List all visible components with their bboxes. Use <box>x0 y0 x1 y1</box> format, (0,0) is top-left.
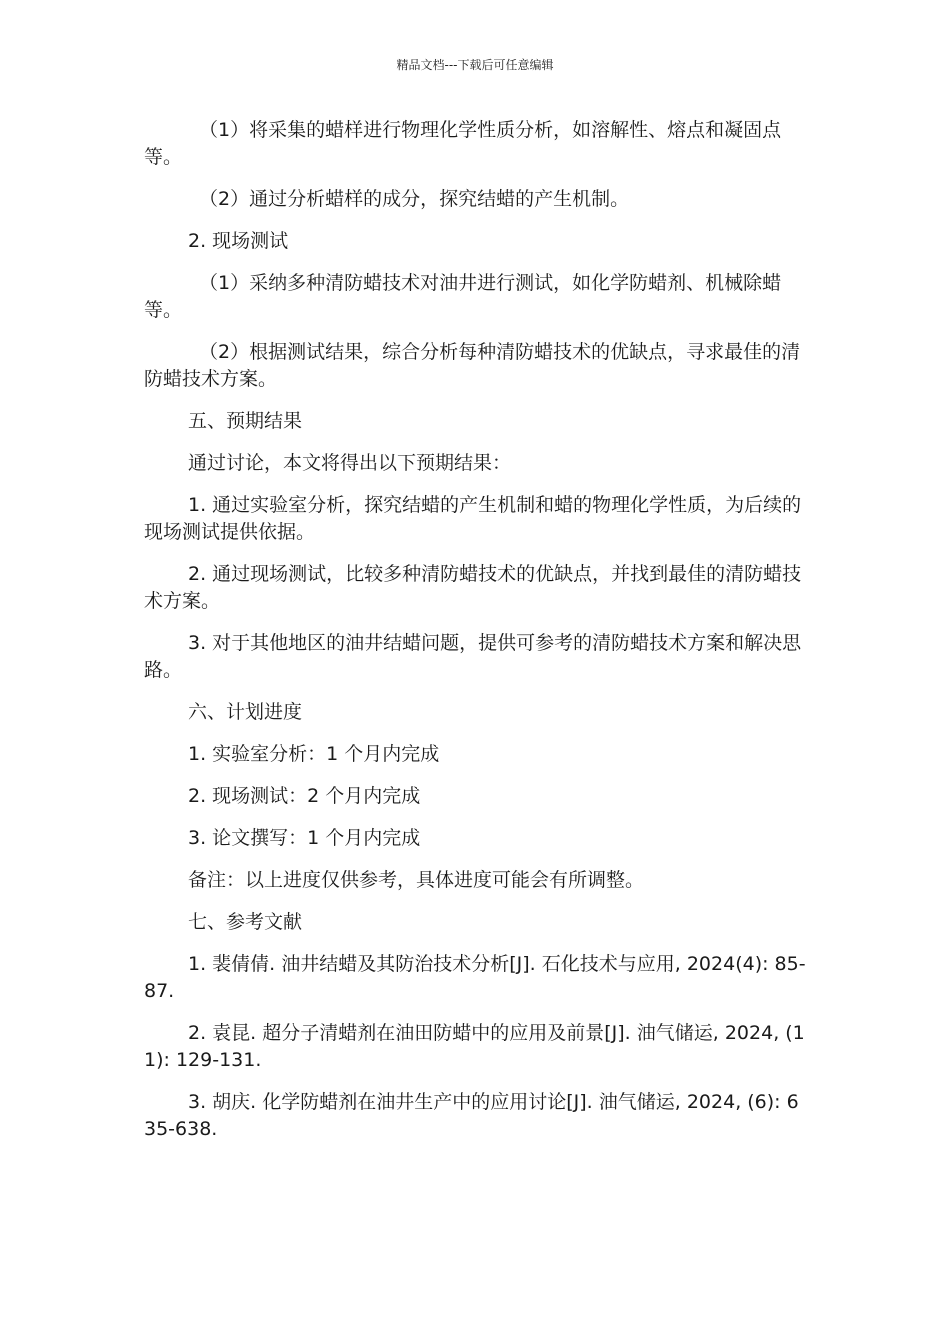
list-item: 2. 通过现场测试，比较多种清防蜡技术的优缺点，并找到最佳的清防蜡技术方案。 <box>144 563 802 612</box>
list-item: 3. 对于其他地区的油井结蜡问题，提供可参考的清防蜡技术方案和解决思路。 <box>144 632 802 681</box>
paragraph: （1）采纳多种清防蜡技术对油井进行测试，如化学防蜡剂、机械除蜡等。 <box>144 272 782 321</box>
section-heading: 六、计划进度 <box>188 701 303 723</box>
list-item: 2. 现场测试：2 个月内完成 <box>188 785 421 807</box>
reference-item: 2. 袁昆. 超分子清蜡剂在油田防蜡中的应用及前景[J]. 油气储运, 2024, (11): 129-131. <box>144 1022 805 1071</box>
section-subheading: 2. 现场测试 <box>188 230 289 252</box>
section-heading: 七、参考文献 <box>188 911 303 933</box>
reference-item: 1. 裴倩倩. 油井结蜡及其防治技术分析[J]. 石化技术与应用, 2024(4): 85-87. <box>144 953 806 1002</box>
page-header: 精品文档---下载后可任意编辑 <box>396 58 554 72</box>
note: 备注：以上进度仅供参考，具体进度可能会有所调整。 <box>188 869 645 891</box>
paragraph: 通过讨论，本文将得出以下预期结果： <box>188 452 512 474</box>
paragraph: （1）将采集的蜡样进行物理化学性质分析，如溶解性、熔点和凝固点等。 <box>144 119 782 168</box>
paragraph: （2）根据测试结果，综合分析每种清防蜡技术的优缺点，寻求最佳的清防蜡技术方案。 <box>144 341 801 390</box>
list-item: 1. 实验室分析：1 个月内完成 <box>188 743 440 765</box>
document-body <box>144 117 808 1158</box>
reference-item: 3. 胡庆. 化学防蜡剂在油井生产中的应用讨论[J]. 油气储运, 2024, (6): 635-638. <box>144 1091 799 1140</box>
list-item: 3. 论文撰写：1 个月内完成 <box>188 827 421 849</box>
list-item: 1. 通过实验室分析，探究结蜡的产生机制和蜡的物理化学性质，为后续的现场测试提供依据。 <box>144 494 802 543</box>
paragraph: （2）通过分析蜡样的成分，探究结蜡的产生机制。 <box>199 188 630 210</box>
section-heading: 五、预期结果 <box>188 410 303 432</box>
